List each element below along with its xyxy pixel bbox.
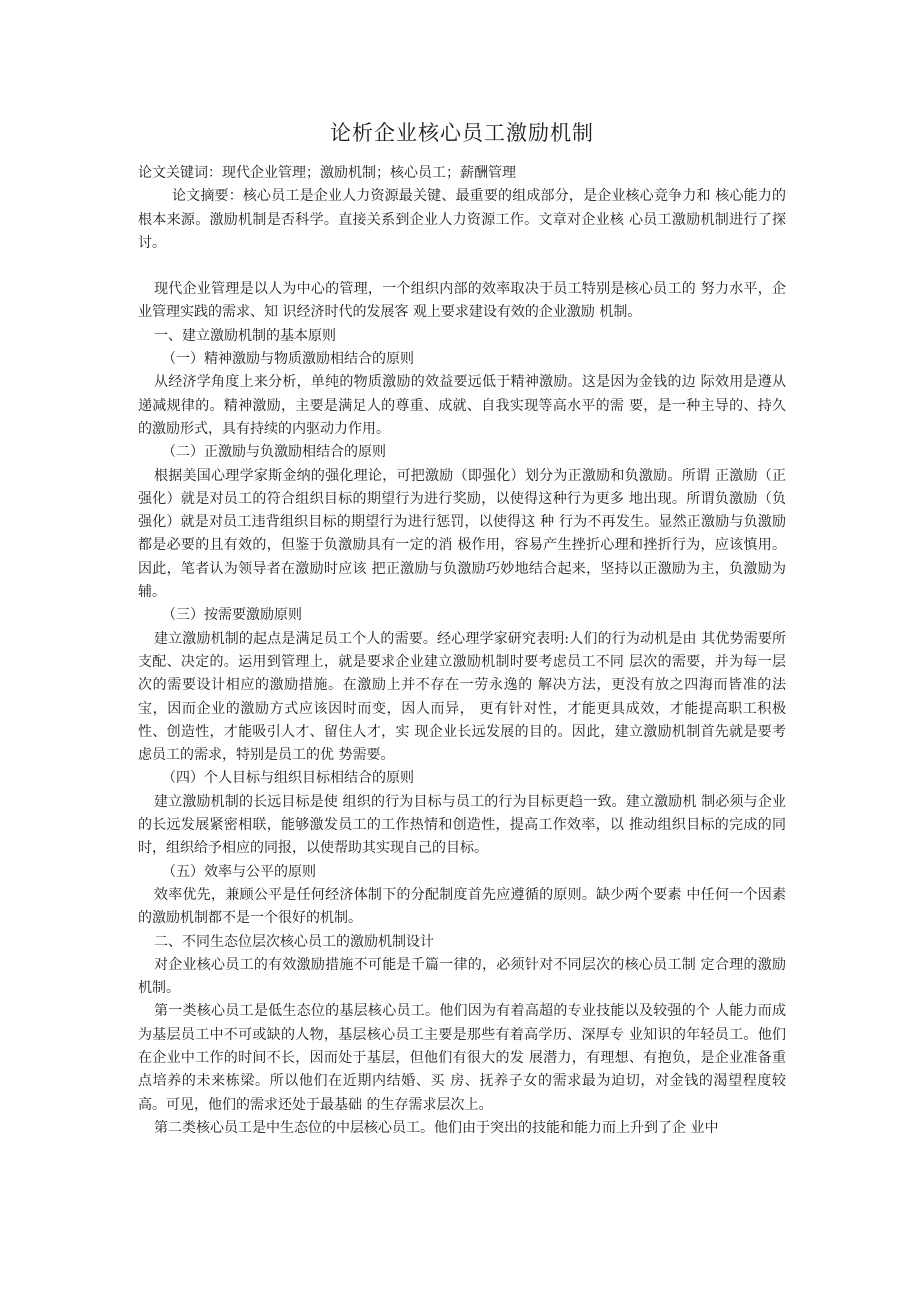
body-paragraph-2: 根据美国心理学家斯金纳的强化理论，可把激励（即强化）划分为正激励和负激励。所谓 正激励（正强化）就是对员工的符合组织目标的期望行为进行奖励，以使得这种行为更多 地出现。所谓负激励（负强化）就是对员工违背组织目标的期望行为进行惩罚，以使得这 种 行为不再发生。显然正激励与负激励都是必要的且有效的，但鉴于负激励具有一定的消 极作用，容易产生挫折心理和挫折行为，应该慎用。因此，笔者认为领导者在激励时应该 把正激励与负激励巧妙地结合起来，坚持以正激励为主，负激励为辅。	[138, 467, 786, 601]
document-title: 论析企业核心员工激励机制	[330, 121, 594, 145]
body-paragraph-4: 建立激励机制的长远目标是使 组织的行为目标与员工的行为目标更趋一致。建立激励机 制必须与企业的长远发展紧密相联，能够激发员工的工作热情和创造性，提高工作效率，以 推动组织目标的完成的同时，组织给予相应的同报，以使帮助其实现自己的目标。	[138, 793, 786, 857]
body-paragraph-8: 第二类核心员工是中生态位的中层核心员工。他们由于突出的技能和能力而上升到了企 业中	[154, 1119, 719, 1136]
subsection-heading-1-1: （一）精神激励与物质激励相结合的原则	[162, 351, 414, 368]
keywords-line: 论文关键词：现代企业管理；激励机制；核心员工；薪酬管理	[138, 165, 516, 181]
abstract-paragraph: 论文摘要：核心员工是企业人力资源最关键、最重要的组成部分，是企业核心竞争力和 核心能力的根本来源。激励机制是否科学。直接关系到企业人力资源工作。文章对企业核 心员工激励机制进行了探讨。	[138, 188, 786, 251]
body-paragraph-3: 建立激励机制的起点是满足员工个人的需要。经心理学家研究表明:人们的行为动机是由 其优势需要所支配、决定的。运用到管理上，就是要求企业建立激励机制时要考虑员工不同 层次的需要，并为每一层次的需要设计相应的激励措施。在激励上并不存在一劳永逸的 解决方法，更没有放之四海而皆准的法宝，因而企业的激励方式应该因时而变，因人而异， 更有针对性，才能更具成效，才能提高职工积极性、创造性，才能吸引人才、留住人才，实 现企业长远发展的目的。因此，建立激励机制首先就是要考虑员工的需求，特别是员工的优 势需要。	[138, 630, 786, 764]
blank-spacer	[138, 255, 786, 278]
body-paragraph-1: 从经济学角度上来分析，单纯的物质激励的效益要远低于精神激励。这是因为金钱的边 际效用是遵从递减规律的。精神激励，主要是满足人的尊重、成就、自我实现等高水平的需 要，是一种主导的、持久的激励形式，具有持续的内驱动力作用。	[138, 374, 786, 437]
subsection-heading-1-5: （五）效率与公平的原则	[162, 863, 316, 880]
body-paragraph-6: 对企业核心员工的有效激励措施不可能是千篇一律的，必须针对不同层次的核心员工制 定合理的激励机制。	[138, 956, 786, 997]
subsection-heading-1-2: （二）正激励与负激励相结合的原则	[162, 444, 386, 461]
section-heading-2: 二、不同生态位层次核心员工的激励机制设计	[154, 933, 434, 950]
body-paragraph-7: 第一类核心员工是低生态位的基层核心员工。他们因为有着高超的专业技能以及较强的个 人能力而成为基层员工中不可或缺的人物，基层核心员工主要是那些有着高学历、深厚专 业知识的年轻员工。他们在企业中工作的时间不长，因而处于基层，但他们有很大的发 展潜力，有理想、有抱负，是企业准备重点培养的未来栋梁。所以他们在近期内结婚、买 房、抚养子女的需求最为迫切，对金钱的渴望程度较高。可见，他们的需求还处于最基础 的生存需求层次上。	[138, 1003, 786, 1113]
section-heading-1: 一、建立激励机制的基本原则	[154, 327, 336, 344]
intro-paragraph: 现代企业管理是以人为中心的管理，一个组织内部的效率取决于员工特别是核心员工的 努力水平，企业管理实践的需求、知 识经济时代的发展客 观上要求建设有效的企业激励 机制。	[138, 281, 786, 321]
subsection-heading-1-3: （三）按需要激励原则	[162, 607, 302, 624]
body-paragraph-5: 效率优先，兼顾公平是任何经济体制下的分配制度首先应遵循的原则。缺少两个要素 中任何一个因素的激励机制都不是一个很好的机制。	[138, 886, 786, 927]
subsection-heading-1-4: （四）个人目标与组织目标相结合的原则	[162, 770, 414, 787]
document-page	[138, 118, 786, 1140]
